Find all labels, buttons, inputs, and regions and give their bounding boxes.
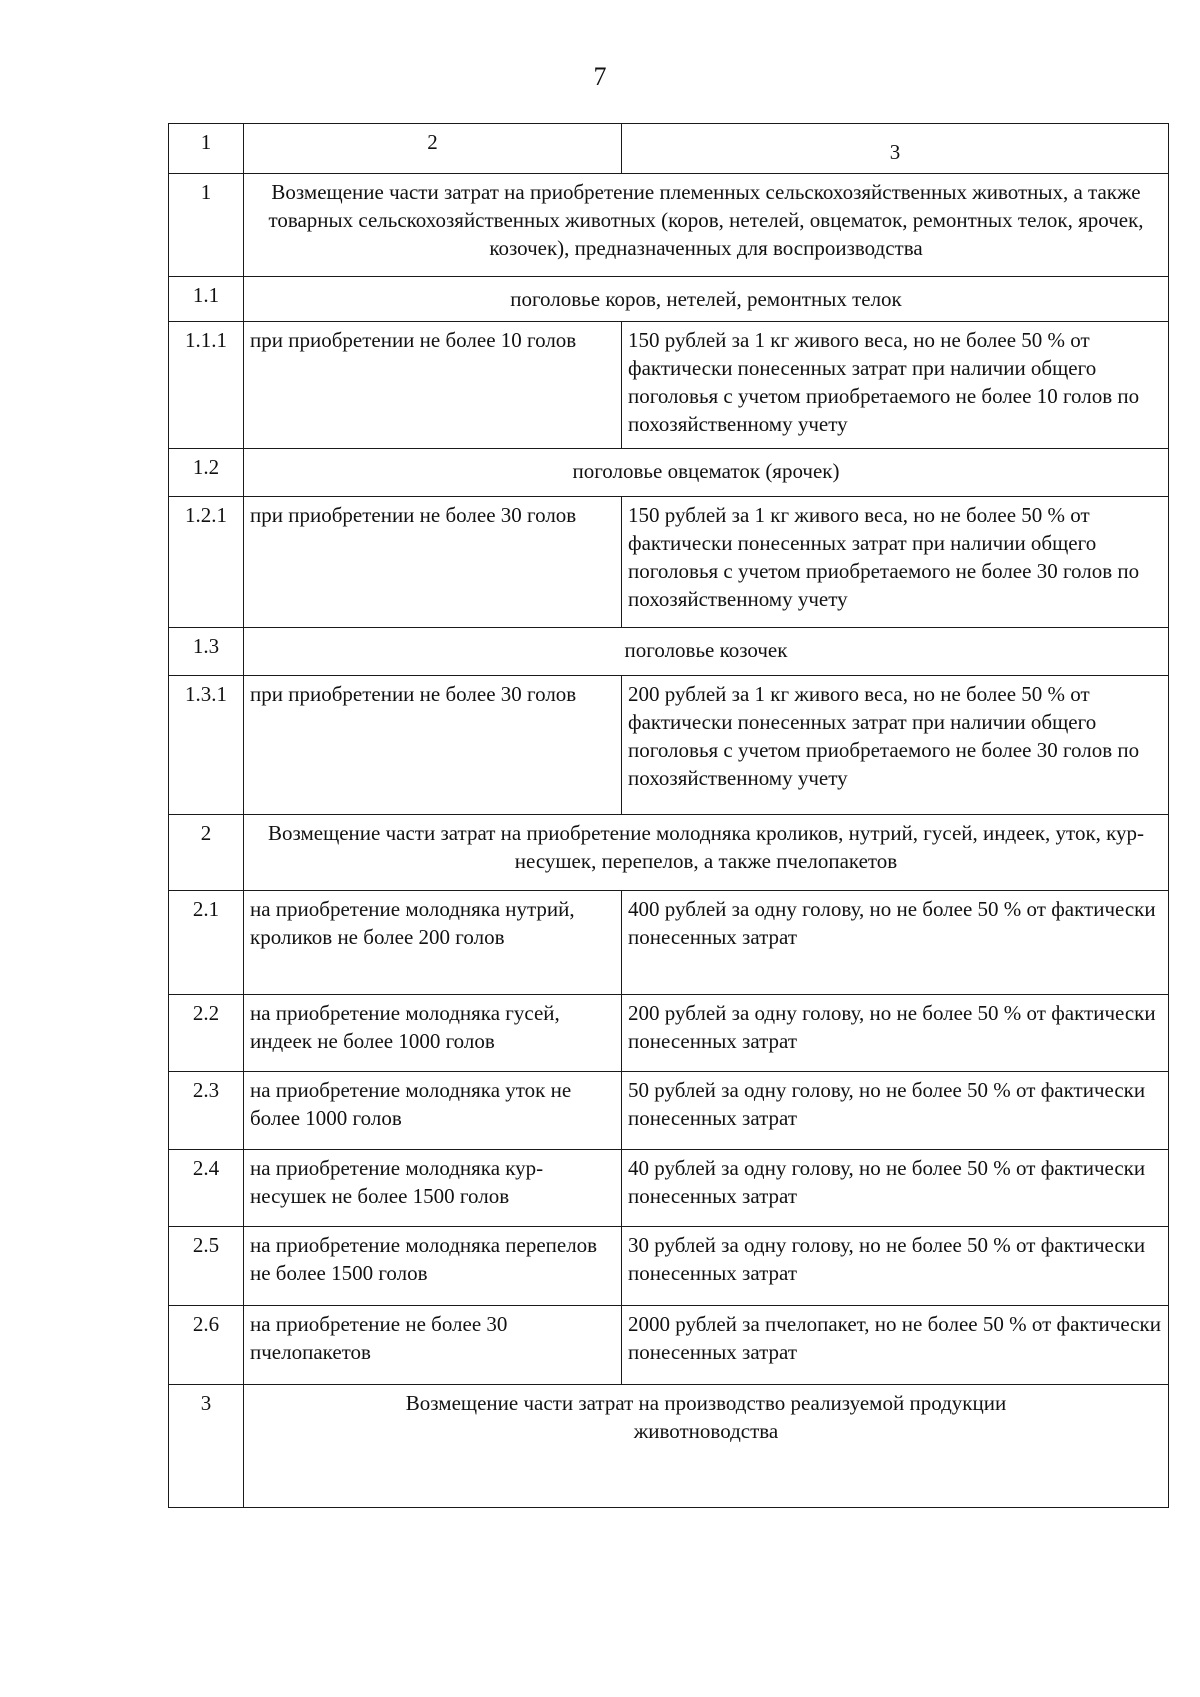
- header-col-1: 1: [169, 124, 244, 174]
- table-row: [169, 676, 1169, 815]
- table-row: [169, 497, 1169, 628]
- row-number: 2.4: [169, 1150, 244, 1227]
- row-rate: 150 рублей за 1 кг живого веса, но не более 50 % от фактически понесенных затрат при наличии общего поголовья с учетом приобретаемого не более 30 голов по похозяйственному учету: [622, 497, 1169, 628]
- row-rate: 40 рублей за одну голову, но не более 50 % от фактически понесенных затрат: [622, 1150, 1169, 1227]
- header-col-2: 2: [244, 124, 622, 174]
- row-rate: 200 рублей за одну голову, но не более 50 % от фактически понесенных затрат: [622, 995, 1169, 1072]
- table-row: [169, 1385, 1169, 1508]
- table-row: [169, 628, 1169, 676]
- table-row: [169, 815, 1169, 891]
- row-rate: 400 рублей за одну голову, но не более 50 % от фактически понесенных затрат: [622, 891, 1169, 995]
- section-title: Возмещение части затрат на приобретение племенных сельскохозяйственных животных, а также товарных сельскохозяйственных животных (коров, нетелей, овцематок, ремонтных телок, ярочек, козочек), предназначенных для воспроизводства: [244, 174, 1169, 277]
- row-condition: при приобретении не более 30 голов: [244, 676, 622, 815]
- subsection-title: поголовье козочек: [244, 628, 1169, 676]
- page-number: 7: [593, 62, 607, 91]
- row-rate: 30 рублей за одну голову, но не более 50 % от фактически понесенных затрат: [622, 1227, 1169, 1306]
- table-row: [169, 174, 1169, 277]
- row-number: 2.6: [169, 1306, 244, 1385]
- row-number: 2.5: [169, 1227, 244, 1306]
- table-row: [169, 1306, 1169, 1385]
- subsidy-table: [168, 123, 1169, 1508]
- row-condition: при приобретении не более 30 голов: [244, 497, 622, 628]
- row-rate: 150 рублей за 1 кг живого веса, но не более 50 % от фактически понесенных затрат при наличии общего поголовья с учетом приобретаемого не более 10 голов по похозяйственному учету: [622, 322, 1169, 449]
- table-row: [169, 449, 1169, 497]
- row-number: 2.1: [169, 891, 244, 995]
- row-condition: на приобретение молодняка гусей, индеек не более 1000 голов: [244, 995, 622, 1072]
- row-rate: 200 рублей за 1 кг живого веса, но не более 50 % от фактически понесенных затрат при наличии общего поголовья с учетом приобретаемого не более 30 голов по похозяйственному учету: [622, 676, 1169, 815]
- table-row: [169, 891, 1169, 995]
- subsection-title: поголовье коров, нетелей, ремонтных телок: [244, 277, 1169, 322]
- table-row: [169, 322, 1169, 449]
- table-row: [169, 995, 1169, 1072]
- table-header-row: [169, 124, 1169, 174]
- row-rate: 2000 рублей за пчелопакет, но не более 50 % от фактически понесенных затрат: [622, 1306, 1169, 1385]
- row-number: 2: [169, 815, 244, 891]
- row-number: 1.2: [169, 449, 244, 497]
- table-row: [169, 1227, 1169, 1306]
- row-number: 1: [169, 174, 244, 277]
- row-condition: на приобретение молодняка перепелов не более 1500 голов: [244, 1227, 622, 1306]
- table-row: [169, 277, 1169, 322]
- table-row: [169, 1150, 1169, 1227]
- row-number: 2.3: [169, 1072, 244, 1150]
- row-condition: на приобретение молодняка уток не более 1000 голов: [244, 1072, 622, 1150]
- row-condition: на приобретение молодняка кур-несушек не более 1500 голов: [244, 1150, 622, 1227]
- row-number: 1.3.1: [169, 676, 244, 815]
- row-number: 3: [169, 1385, 244, 1508]
- row-number: 1.3: [169, 628, 244, 676]
- row-condition: на приобретение молодняка нутрий, кроликов не более 200 голов: [244, 891, 622, 995]
- row-number: 1.1.1: [169, 322, 244, 449]
- subsection-title: поголовье овцематок (ярочек): [244, 449, 1169, 497]
- row-number: 1.2.1: [169, 497, 244, 628]
- section-title: Возмещение части затрат на производство реализуемой продукции животноводства: [244, 1385, 1169, 1508]
- row-condition: на приобретение не более 30 пчелопакетов: [244, 1306, 622, 1385]
- section-title: Возмещение части затрат на приобретение молодняка кроликов, нутрий, гусей, индеек, уток, кур-несушек, перепелов, а также пчелопакетов: [244, 815, 1169, 891]
- row-rate: 50 рублей за одну голову, но не более 50 % от фактически понесенных затрат: [622, 1072, 1169, 1150]
- row-number: 1.1: [169, 277, 244, 322]
- row-condition: при приобретении не более 10 голов: [244, 322, 622, 449]
- row-number: 2.2: [169, 995, 244, 1072]
- table-row: [169, 1072, 1169, 1150]
- header-col-3: 3: [622, 124, 1169, 174]
